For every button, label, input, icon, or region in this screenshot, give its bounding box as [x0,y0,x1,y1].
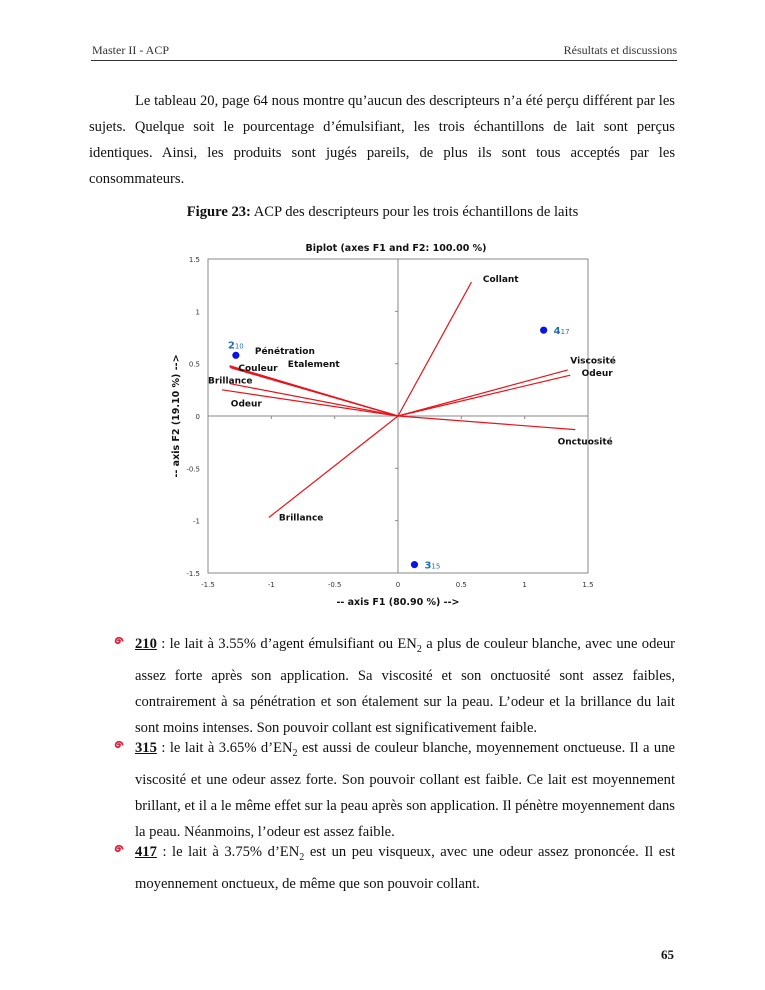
x-tick-label: 1 [522,581,527,589]
x-axis-label: -- axis F1 (80.90 %) --> [336,597,460,608]
y-tick-label: 0.5 [188,360,200,369]
sample-point-315 [411,561,418,568]
vector-label: Viscosité [570,356,616,367]
vector-label: Odeur [581,369,613,380]
spiral-bullet-icon [113,843,125,855]
bullet-text: : le lait à 3.75% d’EN [156,844,300,860]
spiral-bullet-icon [113,739,125,751]
vector-label: Brillance [278,513,324,524]
sample-point-label: 315 [424,560,441,572]
sample-code: 315 [135,740,157,756]
x-tick-label: -1 [267,581,275,589]
chart-title: Biplot (axes F1 and F2: 100.00 %) [305,243,487,254]
x-tick-label: 0.5 [455,581,467,589]
vector-label: Onctuosité [557,437,613,448]
figure-caption [0,204,765,221]
vector-label: Brillance [208,376,253,387]
subscript: 2 [292,747,298,759]
y-tick-label: 1.5 [188,256,200,264]
vector-odeur [398,375,570,416]
vector-label: Odeur [230,399,262,410]
vector-collant [398,282,471,416]
header-right: Résultats et discussions [563,43,677,57]
intro-text: Le tableau 20, page 64 nous montre qu’aucun des descripteurs n’a été perçu différent par les sujets. Quelque soit le pourcentage d’émulsifiant, les trois échantillons de lait sont perçus identiques. Ainsi, les produits sont jugés pareils, de plus ils sont tous acceptés par les consommateurs. [89,93,675,187]
bullet-text-rest: a plus de couleur blanche, avec une odeur assez forte après son application. Sa viscosité et son onctuosité sont assez faibles, contrairement à sa pénétration et son étalement sur la peau. L’odeur et la brillance du lait sont moins intenses. Son pouvoir collant est significativement faible. [135,636,675,736]
x-tick-label: -0.5 [327,581,342,589]
page-number: 65 [661,947,674,962]
spiral-bullet-icon [113,635,125,647]
sample-point-417 [540,327,547,334]
x-tick-label: 1.5 [582,581,594,589]
sample-code: 210 [135,636,157,652]
y-axis-label: -- axis F2 (19.10 %) --> [171,354,182,478]
vector-label: Pénétration [254,347,315,358]
bullet-text-rest: est un peu visqueux, avec une odeur assez prononcée. Il est moyennement onctueux, de même que son pouvoir collant. [135,844,675,892]
vector-onctuosité [398,416,575,430]
biplot-chart [150,232,630,617]
bullet-text: : le lait à 3.55% d’agent émulsifiant ou EN [156,636,417,652]
figure-label: Figure 23: [186,204,251,220]
sample-code: 417 [135,844,157,860]
y-tick-label: 1 [195,308,200,317]
subscript: 2 [299,851,305,863]
bullet-text-rest: est aussi de couleur blanche, moyennement onctueuse. Il a une viscosité et une odeur assez forte. Son pouvoir collant est faible. Ce lait est moyennement brillant, et il a le même effet sur la peau après son application. Il pénètre moyennement dans la peau. Néanmoins, l’odeur est assez faible. [135,740,675,840]
bullet-text: : le lait à 3.65% d’EN [156,740,293,756]
sample-point-label: 210 [227,340,244,352]
vector-viscosité [398,370,568,416]
figure-caption-text: ACP des descripteurs pour les trois échantillons de laits [250,204,579,220]
page-header [91,42,677,61]
y-tick-label: -1.5 [186,570,200,578]
x-tick-label: 0 [395,581,401,589]
sample-point-label: 417 [553,326,570,338]
header-left: Master II - ACP [92,43,169,57]
intro-paragraph [89,88,675,192]
subscript: 2 [416,643,422,655]
y-tick-label: 0 [195,413,200,421]
x-tick-label: -1.5 [201,581,215,589]
vector-label: Couleur [238,363,278,374]
vector-label: Collant [482,275,519,286]
y-tick-label: -1 [193,517,200,526]
vector-label: Etalement [287,359,340,370]
sample-point-210 [232,352,239,359]
vector-brillance [269,416,398,518]
y-tick-label: -0.5 [186,465,200,474]
